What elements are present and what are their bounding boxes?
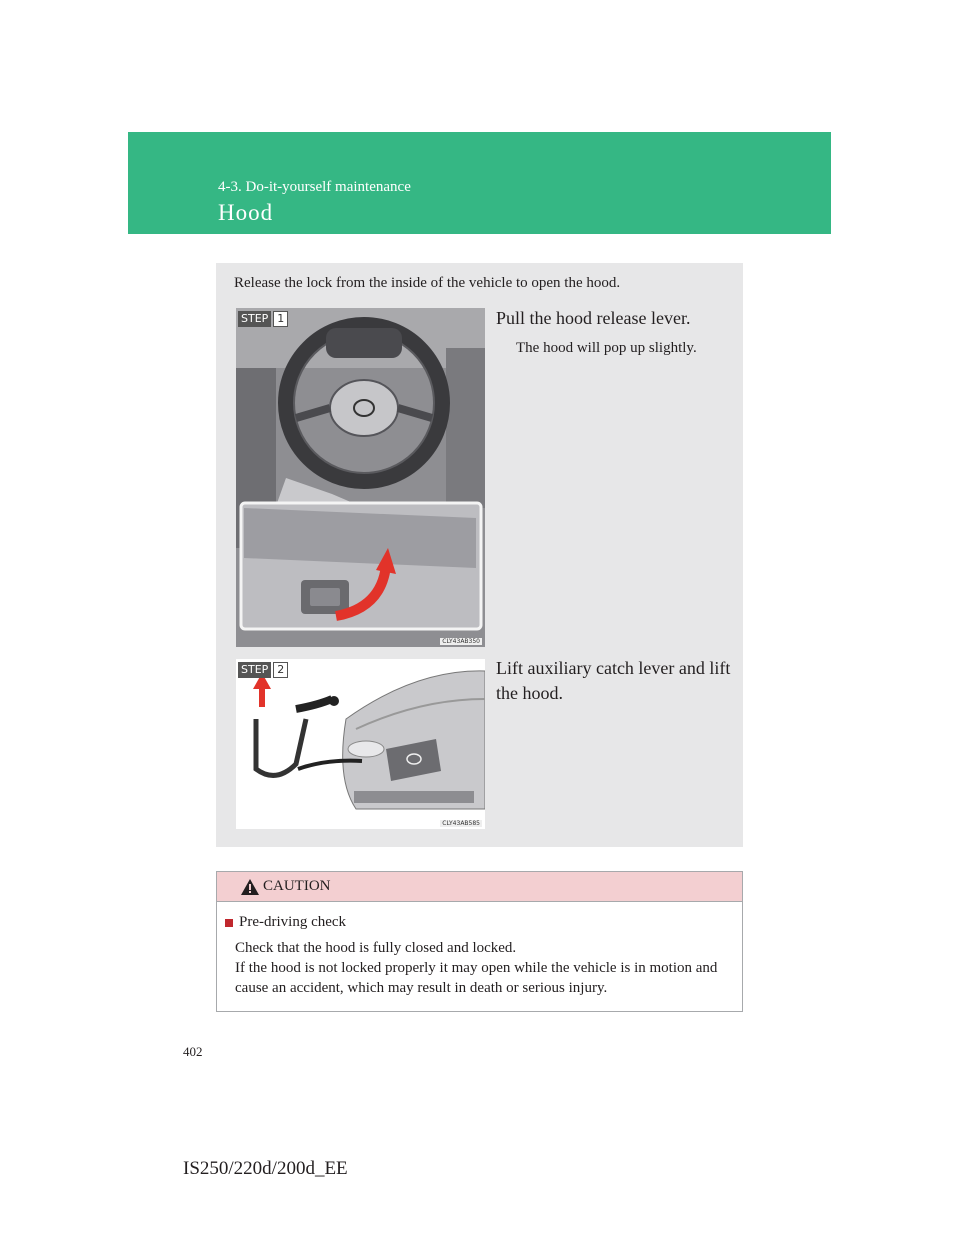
caution-body <box>235 938 740 998</box>
section-header <box>128 132 831 234</box>
page-title: Hood <box>218 200 274 225</box>
step-badge <box>238 662 288 678</box>
step-badge-number: 1 <box>273 311 288 327</box>
square-bullet-icon <box>225 919 233 927</box>
step2-title: Lift auxiliary catch lever and lift the hood. <box>496 658 731 703</box>
model-code: IS250/220d/200d_EE <box>183 1158 348 1179</box>
caution-line: Check that the hood is fully closed and locked. <box>235 940 517 956</box>
section-label: 4-3. Do-it-yourself maintenance <box>218 179 411 195</box>
figure-code: CLY43AB585 <box>442 820 480 827</box>
step1-title: Pull the hood release lever. <box>496 308 691 328</box>
car-front-illustration <box>236 659 485 829</box>
step-badge-word: STEP <box>238 311 271 327</box>
caution-line: If the hood is not locked properly it may open while the vehicle is in motion and cause an accident, which may result in death or serious injury. <box>235 960 718 996</box>
caution-header <box>217 872 742 902</box>
figure-code: CLY43AB350 <box>442 638 480 645</box>
step1-note: The hood will pop up slightly. <box>516 340 697 356</box>
caution-item <box>225 914 346 931</box>
caution-heading: CAUTION <box>263 878 331 894</box>
step-badge <box>238 311 288 327</box>
steering-wheel-illustration <box>236 308 485 647</box>
caution-box <box>216 871 743 1012</box>
caution-item-title: Pre-driving check <box>239 914 347 930</box>
procedure-panel <box>216 263 743 847</box>
intro-text: Release the lock from the inside of the vehicle to open the hood. <box>234 275 621 291</box>
warning-triangle-icon <box>241 879 259 895</box>
step-badge-number: 2 <box>273 662 288 678</box>
step-badge-word: STEP <box>238 662 271 678</box>
page-number: 402 <box>183 1044 203 1059</box>
